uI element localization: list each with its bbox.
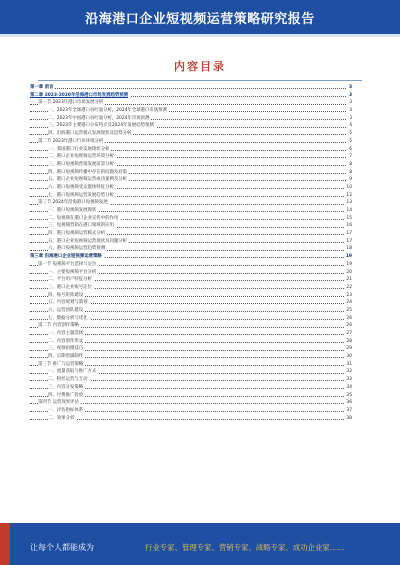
header-stripe bbox=[0, 34, 400, 37]
toc-entry-title: 五、内容规划与策划 bbox=[48, 300, 88, 306]
toc-entry-page: 32 bbox=[346, 369, 352, 375]
footer-accent bbox=[0, 523, 10, 565]
toc-entry[interactable] bbox=[30, 153, 352, 161]
toc-entry-title: 一、港口短视频发展现状 bbox=[48, 208, 97, 213]
toc-entry[interactable] bbox=[30, 238, 352, 246]
toc-entry[interactable] bbox=[30, 338, 352, 346]
toc-entry-page: 15 bbox=[346, 215, 352, 221]
toc-entry-title: 三、视频拍摄技巧 bbox=[48, 346, 84, 352]
toc-entry[interactable] bbox=[30, 192, 352, 200]
toc-entry-title: 四、后期剪辑制作 bbox=[48, 354, 84, 360]
header-banner bbox=[0, 0, 400, 34]
toc-leader-dots bbox=[30, 88, 346, 89]
report-title: 沿海港口企业短视频运营策略研究报告 bbox=[85, 12, 315, 27]
toc-entry[interactable] bbox=[30, 122, 352, 130]
toc-entry[interactable] bbox=[30, 169, 352, 177]
toc-heading-rule bbox=[38, 80, 362, 81]
toc-entry-title: 第四节 运营效果评估 bbox=[38, 400, 79, 406]
toc-entry-page: 8 bbox=[349, 169, 352, 175]
toc-entry-page: 10 bbox=[346, 184, 352, 190]
toc-entry-page: 29 bbox=[346, 346, 352, 352]
toc-entry-title: 四、账号矩阵建设 bbox=[48, 292, 84, 298]
toc-entry-page: 28 bbox=[346, 338, 352, 344]
toc-entry[interactable] bbox=[30, 84, 352, 92]
toc-entry[interactable] bbox=[30, 99, 352, 107]
toc-entry[interactable] bbox=[30, 207, 352, 215]
toc-leader-dots bbox=[30, 419, 346, 420]
toc-entry-page: 33 bbox=[346, 377, 352, 383]
toc-entry[interactable] bbox=[30, 230, 352, 238]
toc-entry-page: 19 bbox=[345, 254, 352, 260]
toc-entry-title: 六、运营团队建设 bbox=[48, 307, 84, 313]
toc-entry[interactable] bbox=[30, 253, 352, 261]
toc-entry-title: 第三章 沿海港口企业短视频运营策略 bbox=[30, 254, 102, 260]
toc-entry-title: 四、港口短视频运营模式分析 bbox=[48, 231, 106, 237]
toc-entry-page: 9 bbox=[349, 177, 352, 183]
toc-entry-page: 30 bbox=[346, 354, 352, 360]
toc-entry-title: 第二节 2023年港口行业环境分析 bbox=[38, 138, 104, 144]
toc-entry-title: 二、港口企业短视频运营环境分析 bbox=[48, 154, 114, 160]
toc-entry-title: 七、港口短视频运营发展趋势分析 bbox=[48, 192, 114, 198]
toc-entry[interactable] bbox=[30, 407, 352, 415]
toc-entry-page: 13 bbox=[346, 200, 352, 206]
toc-entry[interactable] bbox=[30, 399, 352, 407]
toc-entry[interactable] bbox=[30, 146, 352, 154]
toc-entry-title: 七、数据分析与优化 bbox=[48, 315, 88, 321]
toc-entry-title: 第三节 2024年沿海港口短视频发展 bbox=[38, 200, 108, 206]
toc-entry-page: 3 bbox=[348, 85, 352, 90]
toc-entry-page: 6 bbox=[349, 146, 352, 152]
toc-entry[interactable] bbox=[30, 392, 352, 400]
toc-entry[interactable] bbox=[30, 307, 352, 315]
toc-entry-title: 第一章 前言 bbox=[30, 85, 54, 90]
toc-entry[interactable] bbox=[30, 284, 352, 292]
toc-entry-page: 4 bbox=[349, 123, 352, 129]
toc-entry-page: 37 bbox=[346, 407, 352, 413]
toc-entry-page: 17 bbox=[346, 231, 352, 237]
toc-entry-page: 34 bbox=[346, 384, 352, 390]
toc-entry-title: 四、港口短视频传播中存在的问题及对策 bbox=[48, 169, 128, 175]
toc-entry-page: 3 bbox=[349, 115, 352, 121]
toc-entry-title: 第三节 推广与运营策略 bbox=[38, 361, 84, 367]
footer-roles: 行业专家、管理专家、营销专家、战略专家、成功企业家…… bbox=[145, 543, 345, 552]
toc-entry[interactable] bbox=[30, 269, 352, 277]
toc-entry-page: 22 bbox=[346, 284, 352, 290]
toc-entry-title: 六、港口短视频运营趋势预测 bbox=[48, 246, 106, 252]
toc-entry[interactable] bbox=[30, 184, 352, 192]
toc-entry[interactable] bbox=[30, 330, 352, 338]
toc-entry-title: 四、沿海港口运营模式发展现状及趋势分析 bbox=[48, 131, 132, 137]
toc-entry-title: 三、内容分发策略 bbox=[48, 384, 84, 390]
toc-entry-title: 一、流量获取与推广方式 bbox=[48, 369, 97, 375]
toc-entry-page: 26 bbox=[346, 323, 352, 329]
toc-entry-title: 一、我国港口行业发展现状分析 bbox=[48, 146, 110, 152]
toc-entry-page: 23 bbox=[346, 292, 352, 298]
toc-entry-page: 20 bbox=[346, 269, 352, 275]
toc-entry-title: 三、2023年主要港口分布特点及2024年发展趋势预测 bbox=[48, 123, 154, 129]
toc-entry[interactable] bbox=[30, 222, 352, 230]
toc-entry-page: 38 bbox=[346, 415, 352, 421]
toc-entry-page: 8 bbox=[349, 161, 352, 167]
toc-entry[interactable] bbox=[30, 322, 352, 330]
toc-entry[interactable] bbox=[30, 130, 352, 138]
toc-entry[interactable] bbox=[30, 176, 352, 184]
toc-entry[interactable] bbox=[30, 215, 352, 223]
toc-entry-title: 二、内容创作形式 bbox=[48, 338, 84, 344]
toc-entry[interactable] bbox=[30, 376, 352, 384]
toc-entry[interactable] bbox=[30, 345, 352, 353]
toc-entry-page: 12 bbox=[346, 192, 352, 198]
toc-entry-title: 五、港口企业短视频运营现状及问题分析 bbox=[48, 238, 128, 244]
toc-entry[interactable] bbox=[30, 315, 352, 323]
toc-entry-title: 第一节 短视频平台选择与定位 bbox=[38, 261, 97, 267]
toc-entry-title: 三、港口企业账号定位 bbox=[48, 284, 92, 290]
toc-entry-page: 21 bbox=[346, 277, 352, 283]
toc-entry-page: 24 bbox=[346, 300, 352, 306]
toc-entry-page: 7 bbox=[349, 154, 352, 160]
toc-entry[interactable] bbox=[30, 368, 352, 376]
toc-entry-title: 二、粉丝运营与互动 bbox=[48, 377, 88, 383]
toc-entry[interactable] bbox=[30, 115, 352, 123]
toc-entry[interactable] bbox=[30, 107, 352, 115]
toc-entry-title: 六、港口短视频受众群体特征分析 bbox=[48, 184, 114, 190]
toc-entry-title: 第一节 2023年港口市场发展分析 bbox=[38, 100, 104, 106]
toc-entry-title: 二、平台用户特征分析 bbox=[48, 277, 92, 283]
toc-entry-title: 一、评估指标体系 bbox=[48, 407, 84, 413]
toc-entry-title: 一、主要短视频平台分析 bbox=[48, 269, 97, 275]
toc-entry[interactable] bbox=[30, 276, 352, 284]
toc-entry-page: 16 bbox=[346, 223, 352, 229]
toc-entry[interactable] bbox=[30, 261, 352, 269]
toc-entry[interactable] bbox=[30, 361, 352, 369]
toc-entry-title: 第二节 内容创作策略 bbox=[38, 323, 79, 329]
toc-entry[interactable] bbox=[30, 245, 352, 253]
toc-entry-page: 25 bbox=[346, 307, 352, 313]
toc-entry[interactable] bbox=[30, 415, 352, 423]
toc-heading: 内容目录 bbox=[174, 60, 226, 73]
toc-entry-page: 14 bbox=[346, 208, 352, 213]
toc-entry-page: 5 bbox=[349, 131, 352, 137]
toc-entry-page: 18 bbox=[346, 246, 352, 252]
toc-entry-title: 二、2023年中国港口吞吐量分析，2024年市场预测 bbox=[48, 115, 150, 121]
toc-entry-title: 第二章 2023-2028年沿海港口市场发展趋势预测 bbox=[30, 92, 129, 98]
toc-entry-page: 26 bbox=[346, 315, 352, 321]
toc-entry[interactable] bbox=[30, 138, 352, 146]
toc-entry-title: 二、短视频在港口企业宣传中的作用 bbox=[48, 215, 119, 221]
toc-entry-page: 17 bbox=[346, 238, 352, 244]
toc-entry-page: 35 bbox=[346, 392, 352, 398]
toc-entry[interactable] bbox=[30, 92, 352, 100]
toc-entry[interactable] bbox=[30, 161, 352, 169]
toc-entry[interactable] bbox=[30, 384, 352, 392]
toc-entry-page: 5 bbox=[349, 138, 352, 144]
toc-entry-title: 一、2023年全球港口吞吐量分析，2024年全球港口市场预测 bbox=[48, 108, 167, 114]
footer-banner bbox=[0, 523, 400, 565]
toc-entry-page: 19 bbox=[346, 261, 352, 267]
toc-entry-page: 31 bbox=[346, 361, 352, 367]
toc-entry-title: 一、内容主题选择 bbox=[48, 331, 84, 336]
toc-entry-title: 二、效果分析 bbox=[48, 415, 75, 421]
toc-entry-title: 三、短视频营销在港口领域的应用 bbox=[48, 223, 114, 229]
toc-entry-page: 36 bbox=[346, 400, 352, 406]
toc-entry-page: 27 bbox=[346, 331, 352, 336]
toc-entry-title: 五、港口企业短视频运营成功案例及分析 bbox=[48, 177, 128, 183]
toc-entry-page: 3 bbox=[349, 108, 352, 114]
table-of-contents bbox=[30, 84, 352, 422]
footer-slogan: 让每个人都能成为 bbox=[30, 543, 94, 552]
toc-entry[interactable] bbox=[30, 353, 352, 361]
toc-entry-page: 3 bbox=[348, 92, 352, 98]
toc-entry-title: 四、付费推广投放 bbox=[48, 392, 84, 398]
toc-entry-title: 三、港口短视频营销发展前景分析 bbox=[48, 161, 114, 167]
toc-entry[interactable] bbox=[30, 299, 352, 307]
toc-entry[interactable] bbox=[30, 292, 352, 300]
toc-entry[interactable] bbox=[30, 199, 352, 207]
toc-entry-page: 3 bbox=[349, 100, 352, 106]
